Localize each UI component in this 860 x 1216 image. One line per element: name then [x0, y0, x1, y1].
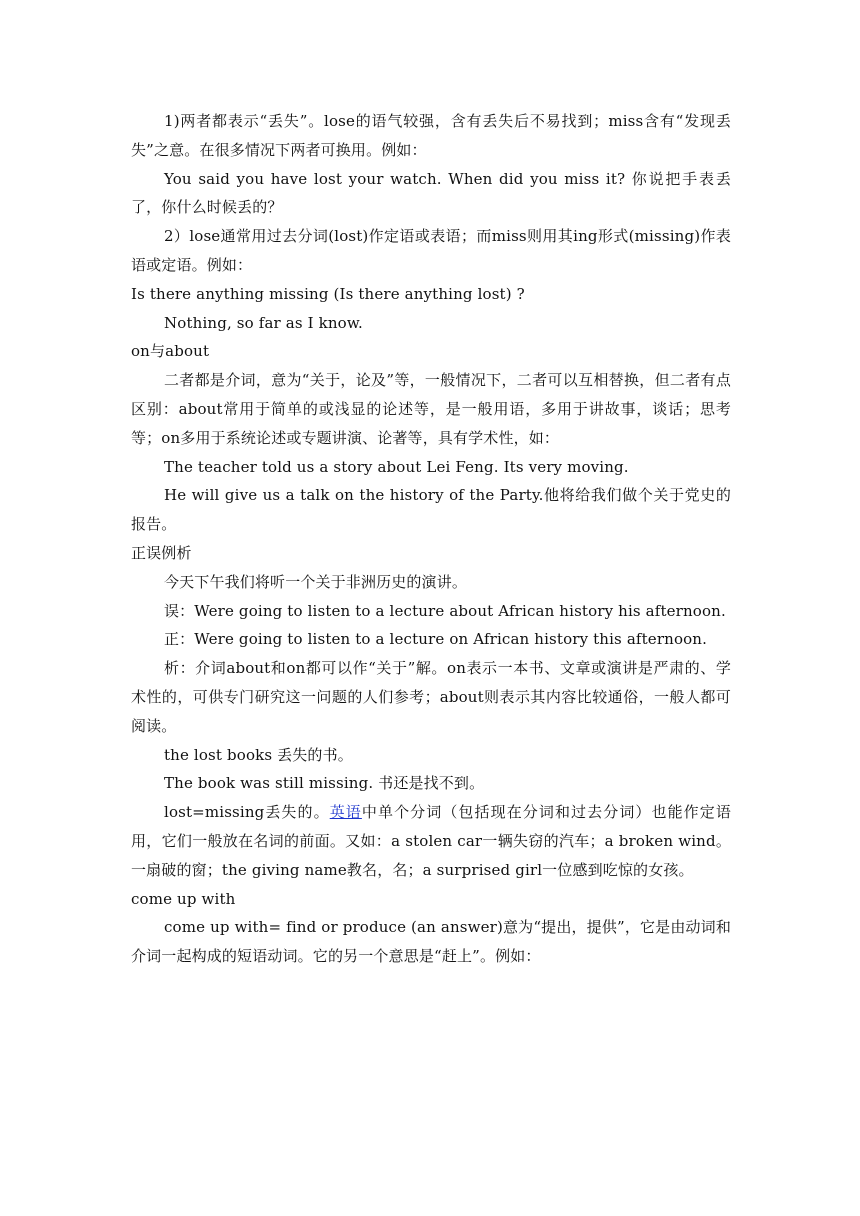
paragraph-lose-miss-2: 2）lose通常用过去分词(lost)作定语或表语；而miss则用其ing形式(missing)作表语或定语。例如：: [131, 227, 731, 274]
paragraph-lost-missing-participle: [131, 798, 731, 884]
participle-text-before: lost=missing丢失的。: [164, 803, 330, 822]
paragraph-analysis: 析：介词about和on都可以作“关于”解。on表示一本书、文章或演讲是严肃的、学术性的，可供专门研究这一问题的人们参考；about则表示其内容比较通俗，一般人都可阅读。: [131, 659, 731, 735]
paragraph-on-about-explanation: 二者都是介词，意为“关于，论及”等，一般情况下，二者可以互相替换，但二者有点区别：about常用于简单的或浅显的论述等，是一般用语，多用于讲故事，谈话；思考等；on多用于系统论述或专题讲演、论著等，具有学术性，如：: [131, 371, 731, 447]
heading-on-about: on与about: [131, 342, 210, 361]
paragraph-chinese-sentence: 今天下午我们将听一个关于非洲历史的演讲。: [164, 572, 468, 591]
english-link[interactable]: 英语: [329, 803, 362, 822]
paragraph-correct-example: 正：Were going to listen to a lecture on African history this afternoon.: [164, 630, 708, 649]
paragraph-example-nothing: Nothing, so far as I know.: [164, 313, 363, 332]
heading-error-analysis: 正误例析: [131, 543, 192, 562]
paragraph-book-missing: The book was still missing. 书还是找不到。: [164, 774, 485, 793]
document-body: [131, 107, 731, 971]
paragraph-lose-miss-1: 1)两者都表示“丢失”。lose的语气较强，含有丢失后不易找到；miss含有“发现丢失”之意。在很多情况下两者可换用。例如：: [131, 112, 731, 159]
paragraph-wrong-example: 误：Were going to listen to a lecture about African history his afternoon.: [164, 601, 726, 620]
paragraph-lost-books: the lost books 丢失的书。: [164, 745, 353, 764]
paragraph-come-up-with-explanation: come up with= find or produce (an answer)意为“提出，提供”，它是由动词和介词一起构成的短语动词。它的另一个意思是“赶上”。例如：: [131, 918, 731, 966]
paragraph-example-missing: Is there anything missing (Is there anything lost) ?: [131, 284, 525, 303]
heading-come-up-with: come up with: [131, 889, 236, 908]
participle-text-after: 中单个分词（包括现在分词和过去分词）也能作定语用，它们一般放在名词的前面。又如：a stolen car一辆失窃的汽车；a broken wind。一扇破的窗；the giving name教名，名；a surprised girl一位感到吃惊的女孩。: [131, 803, 732, 879]
paragraph-example-watch: You said you have lost your watch. When did you miss it? 你说把手表丢了，你什么时候丢的？: [131, 169, 731, 217]
paragraph-example-lei-feng: The teacher told us a story about Lei Feng. Its very moving.: [164, 457, 629, 476]
paragraph-example-party: He will give us a talk on the history of the Party.他将给我们做个关于党史的报告。: [131, 486, 731, 534]
